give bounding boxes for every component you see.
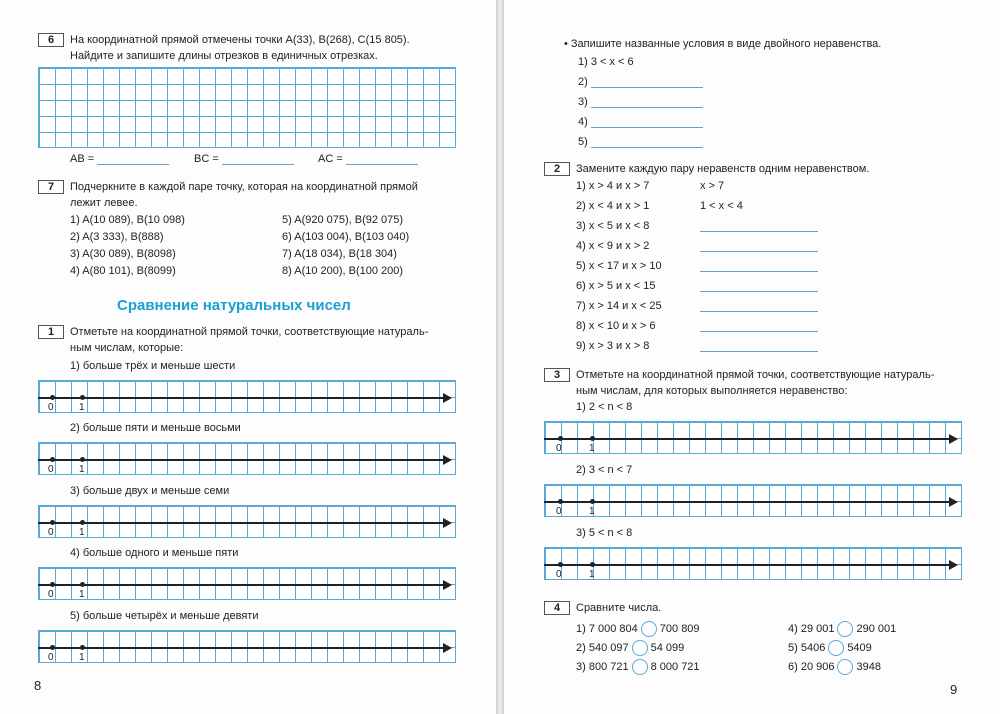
compare-right-5: 5409 — [847, 641, 872, 654]
task2-line-5[interactable] — [700, 260, 818, 272]
task2-answer-1: x > 7 — [700, 180, 725, 192]
number-line-axis-2 — [38, 459, 444, 461]
point-one-1 — [80, 395, 85, 400]
task3-point-zero-2 — [558, 499, 563, 504]
point-zero-3 — [50, 520, 55, 525]
ab-label: AB = — [70, 153, 95, 165]
compare-circle-1[interactable] — [641, 621, 657, 637]
task2-line-4[interactable] — [700, 240, 818, 252]
compare-left-3: 3) 800 721 — [576, 660, 629, 673]
task3-label-zero-1: 0 — [556, 443, 562, 454]
task2-item-7: 7) x > 14 и x < 25 — [576, 300, 662, 312]
task6-text-line2: Найдите и запишите длины отрезков в единичных отрезках. — [70, 50, 378, 62]
task7-pair-3[interactable]: 3) A(30 089), B(8098) — [70, 248, 176, 260]
point-zero-1 — [50, 395, 55, 400]
number-line-axis-4 — [38, 584, 444, 586]
compare-row-3 — [576, 659, 700, 675]
task2-line-8[interactable] — [700, 320, 818, 332]
task2-text: Замените каждую пару неравенств одним неравенством. — [576, 163, 870, 175]
compare-right-3: 8 000 721 — [650, 660, 700, 673]
task7-pair-1[interactable]: 1) A(10 089), B(10 098) — [70, 214, 185, 226]
point-one-2 — [80, 457, 85, 462]
label-one-5: 1 — [79, 652, 85, 663]
compare-circle-5[interactable] — [828, 640, 844, 656]
bullet-item-5[interactable] — [578, 136, 703, 148]
task1-item-4: 4) больше одного и меньше пяти — [70, 547, 239, 559]
task3-point-one-1 — [590, 436, 595, 441]
bullet-item-2-label: 2) — [578, 76, 588, 88]
task7-pair-2[interactable]: 2) A(3 333), B(888) — [70, 231, 164, 243]
compare-circle-4[interactable] — [837, 621, 853, 637]
bullet-item-5-label: 5) — [578, 136, 588, 148]
task7-pair-6[interactable]: 6) A(103 004), B(103 040) — [282, 231, 410, 243]
task2-item-6: 6) x > 5 и x < 15 — [576, 280, 656, 292]
task2-item-9: 9) x > 3 и x > 8 — [576, 340, 650, 352]
number-line-axis-3 — [38, 522, 444, 524]
ab-field[interactable] — [70, 153, 169, 165]
compare-row-4 — [788, 621, 896, 637]
point-zero-2 — [50, 457, 55, 462]
label-one-1: 1 — [79, 402, 85, 413]
task1-text-line2: ным числам, которые: — [70, 342, 184, 354]
label-zero-1: 0 — [48, 402, 54, 413]
ac-label: AC = — [318, 153, 343, 165]
label-one-4: 1 — [79, 589, 85, 600]
right-page — [504, 0, 1000, 714]
bc-label: BC = — [194, 153, 219, 165]
task7-pair-7[interactable]: 7) A(18 034), B(18 304) — [282, 248, 397, 260]
task2-item-3: 3) x < 5 и x < 8 — [576, 220, 650, 232]
task2-item-4: 4) x < 9 и x > 2 — [576, 240, 650, 252]
page-number-right: 9 — [950, 682, 958, 697]
task6-grid — [38, 67, 456, 148]
task3-number: 3 — [544, 368, 570, 382]
task7-pair-5[interactable]: 5) A(920 075), B(92 075) — [282, 214, 404, 226]
task3-item-3: 3) 5 < n < 8 — [576, 527, 633, 539]
point-one-4 — [80, 582, 85, 587]
label-zero-2: 0 — [48, 464, 54, 475]
bc-field[interactable] — [194, 153, 294, 165]
bullet-item-1: 1) 3 < x < 6 — [578, 56, 634, 68]
task3-point-one-2 — [590, 499, 595, 504]
task2-item-8: 8) x < 10 и x > 6 — [576, 320, 656, 332]
bullet-item-3-label: 3) — [578, 96, 588, 108]
number-line-axis-1 — [38, 397, 444, 399]
task7-text-line2: лежит левее. — [70, 197, 138, 209]
label-one-2: 1 — [79, 464, 85, 475]
point-one-3 — [80, 520, 85, 525]
task3-item-2: 2) 3 < n < 7 — [576, 464, 633, 476]
compare-right-6: 3948 — [856, 660, 881, 673]
task1-item-3: 3) больше двух и меньше семи — [70, 485, 230, 497]
task3-label-one-3: 1 — [589, 569, 595, 580]
task2-item-5: 5) x < 17 и x > 10 — [576, 260, 662, 272]
compare-left-2: 2) 540 097 — [576, 641, 629, 654]
label-zero-3: 0 — [48, 527, 54, 538]
task7-text-line1: Подчеркните в каждой паре точку, которая на координатной прямой — [70, 181, 418, 193]
page-number-left: 8 — [34, 678, 42, 693]
label-one-3: 1 — [79, 527, 85, 538]
bullet-item-4[interactable] — [578, 116, 703, 128]
ac-field[interactable] — [318, 153, 418, 165]
compare-circle-6[interactable] — [837, 659, 853, 675]
task3-axis-1 — [544, 438, 950, 440]
task3-label-one-1: 1 — [589, 443, 595, 454]
compare-right-1: 700 809 — [659, 622, 700, 635]
left-page — [0, 0, 496, 714]
task2-item-1: 1) x > 4 и x > 7 — [576, 180, 650, 192]
compare-row-2 — [576, 640, 684, 656]
compare-row-5 — [788, 640, 872, 656]
task3-label-zero-3: 0 — [556, 569, 562, 580]
compare-circle-2[interactable] — [632, 640, 648, 656]
task1-item-5: 5) больше четырёх и меньше девяти — [70, 610, 259, 622]
compare-left-1: 1) 7 000 804 — [576, 622, 638, 635]
task6-text-line1: На координатной прямой отмечены точки A(33), B(268), C(15 805). — [70, 34, 410, 46]
compare-circle-3[interactable] — [632, 659, 648, 675]
task1-item-1: 1) больше трёх и меньше шести — [70, 360, 236, 372]
task4-number: 4 — [544, 601, 570, 615]
task7-number: 7 — [38, 180, 64, 194]
compare-left-4: 4) 29 001 — [788, 622, 835, 635]
task3-point-zero-1 — [558, 436, 563, 441]
compare-row-1 — [576, 621, 700, 637]
compare-left-6: 6) 20 906 — [788, 660, 835, 673]
number-line-axis-5 — [38, 647, 444, 649]
point-zero-4 — [50, 582, 55, 587]
task3-point-zero-3 — [558, 562, 563, 567]
task1-number: 1 — [38, 325, 64, 339]
task3-axis-2 — [544, 501, 950, 503]
bullet-instruction: • Запишите названные условия в виде двойного неравенства. — [564, 38, 882, 50]
compare-right-4: 290 001 — [856, 622, 897, 635]
book-gutter — [496, 0, 504, 714]
task3-text-line2: ным числам, для которых выполняется неравенство: — [576, 385, 848, 397]
bullet-item-4-label: 4) — [578, 116, 588, 128]
point-zero-5 — [50, 645, 55, 650]
task3-axis-3 — [544, 564, 950, 566]
task2-line-6[interactable] — [700, 280, 818, 292]
label-zero-4: 0 — [48, 589, 54, 600]
bullet-item-2[interactable] — [578, 76, 703, 88]
compare-left-5: 5) 5406 — [788, 641, 826, 654]
task2-number: 2 — [544, 162, 570, 176]
task2-line-7[interactable] — [700, 300, 818, 312]
task3-item-1: 1) 2 < n < 8 — [576, 401, 633, 413]
task1-text-line1: Отметьте на координатной прямой точки, соответствующие натураль- — [70, 326, 429, 338]
task3-label-one-2: 1 — [589, 506, 595, 517]
task2-item-2: 2) x < 4 и x > 1 — [576, 200, 650, 212]
label-zero-5: 0 — [48, 652, 54, 663]
compare-row-6 — [788, 659, 881, 675]
point-one-5 — [80, 645, 85, 650]
task7-pair-4[interactable]: 4) A(80 101), B(8099) — [70, 265, 176, 277]
task3-label-zero-2: 0 — [556, 506, 562, 517]
compare-right-2: 54 099 — [650, 641, 685, 654]
task3-point-one-3 — [590, 562, 595, 567]
bullet-item-3[interactable] — [578, 96, 703, 108]
task2-line-9[interactable] — [700, 340, 818, 352]
section-title: Сравнение натуральных чисел — [117, 297, 351, 314]
task4-text: Сравните числа. — [576, 602, 662, 614]
task1-item-2: 2) больше пяти и меньше восьми — [70, 422, 241, 434]
task6-number: 6 — [38, 33, 64, 47]
task7-pair-8[interactable]: 8) A(10 200), B(100 200) — [282, 265, 404, 277]
task2-answer-2: 1 < x < 4 — [700, 200, 743, 212]
task3-text-line1: Отметьте на координатной прямой точки, соответствующие натураль- — [576, 369, 935, 381]
task2-line-3[interactable] — [700, 220, 818, 232]
